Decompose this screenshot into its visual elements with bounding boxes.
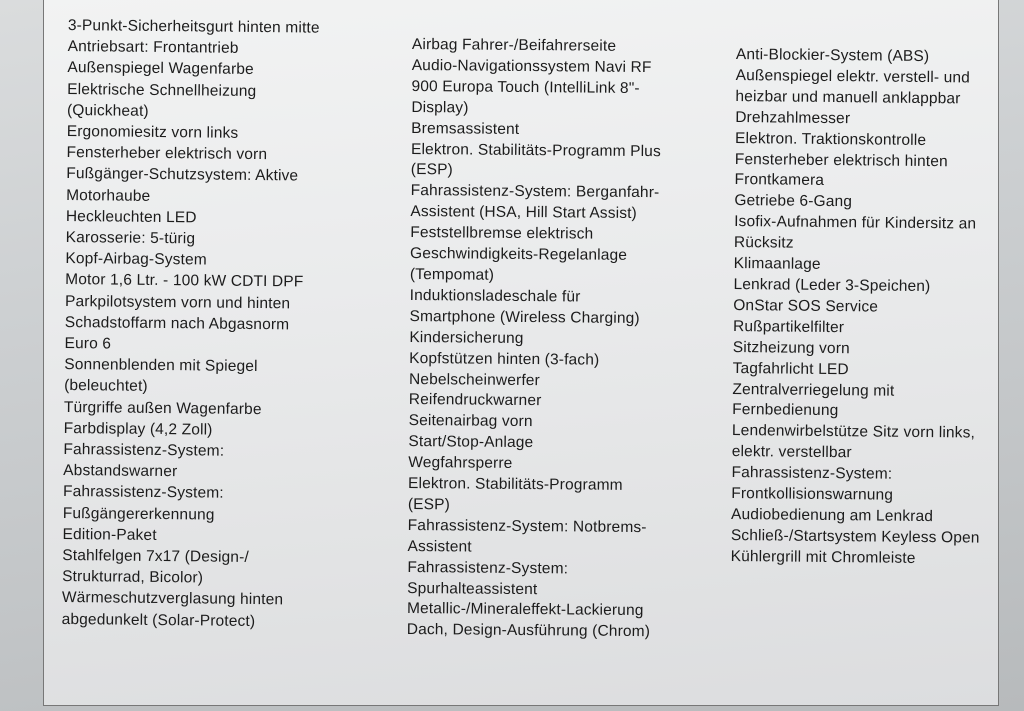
equipment-column-3 <box>731 45 985 570</box>
equipment-item: Rücksitz <box>733 234 794 252</box>
equipment-item: Antriebsart: Frontantrieb <box>67 38 239 57</box>
equipment-item: Fahrassistenz-System: Notbrems- <box>407 516 647 536</box>
equipment-item: Tagfahrlicht LED <box>732 359 849 378</box>
equipment-item: Fahrassistenz-System: <box>731 464 893 483</box>
equipment-column-1 <box>62 15 320 632</box>
equipment-item: Wegfahrsperre <box>408 454 513 473</box>
equipment-item: Display) <box>411 98 469 117</box>
equipment-column-2 <box>407 35 662 643</box>
equipment-item: (ESP) <box>407 495 451 514</box>
equipment-item: Fahrassistenz-System: <box>62 483 224 503</box>
equipment-item: Reifendruckwarner <box>408 391 542 410</box>
equipment-item: 3-Punkt-Sicherheitsgurt hinten mitte <box>67 16 320 37</box>
equipment-item: Kopfstützen hinten (3-fach) <box>409 349 600 369</box>
equipment-item: Außenspiegel elektr. verstell- und <box>735 66 971 87</box>
equipment-item: Rußpartikelfilter <box>732 317 845 336</box>
equipment-item: Heckleuchten LED <box>65 207 197 227</box>
equipment-item: Fernbedienung <box>732 401 839 420</box>
equipment-item: Fahrassistenz-System: <box>407 558 569 578</box>
equipment-item: Fußgänger-Schutzsystem: Aktive <box>66 165 299 185</box>
equipment-item: Audio-Navigationssystem Navi RF <box>411 56 652 76</box>
equipment-item: Farbdisplay (4,2 Zoll) <box>63 419 213 439</box>
equipment-item: Isofix-Aufnahmen für Kindersitz an <box>734 213 977 233</box>
equipment-item: Zentralverriegelung mit <box>732 380 895 400</box>
equipment-item: Elektron. Stabilitäts-Programm <box>408 475 623 494</box>
equipment-item: Lendenwirbelstütze Sitz vorn links, <box>731 422 976 442</box>
equipment-item: Drehzahlmesser <box>735 108 851 127</box>
equipment-item: Wärmeschutzverglasung hinten <box>61 589 284 609</box>
equipment-item: Elektron. Stabilitäts-Programm Plus <box>410 140 661 160</box>
equipment-item: Elektron. Traktionskontrolle <box>734 129 927 149</box>
equipment-item: (Tempomat) <box>409 265 495 284</box>
equipment-item: Feststellbremse elektrisch <box>410 224 594 243</box>
equipment-item: elektr. verstellbar <box>731 443 852 462</box>
equipment-item: Schließ-/Startsystem Keyless Open <box>730 526 980 547</box>
equipment-item: Assistent (HSA, Hill Start Assist) <box>410 203 637 223</box>
equipment-item: Parkpilotsystem vorn und hinten <box>64 292 291 312</box>
equipment-item: Frontkamera <box>734 171 825 190</box>
equipment-item: Edition-Paket <box>62 525 157 544</box>
equipment-item: Sitzheizung vorn <box>732 338 850 357</box>
equipment-item: Sonnenblenden mit Spiegel <box>64 356 258 376</box>
equipment-item: Assistent <box>407 537 472 556</box>
equipment-item: Abstandswarner <box>63 462 178 481</box>
equipment-item: Kühlergrill mit Chromleiste <box>730 547 916 567</box>
equipment-item: abgedunkelt (Solar-Protect) <box>61 610 256 630</box>
equipment-item: Fahrassistenz-System: Berganfahr- <box>410 182 660 202</box>
equipment-item: Dach, Design-Ausführung (Chrom) <box>406 621 651 641</box>
equipment-item: Stahlfelgen 7x17 (Design-/ <box>62 547 249 567</box>
equipment-item: Kopf-Airbag-System <box>65 250 207 269</box>
equipment-item: Audiobedienung am Lenkrad <box>730 505 934 526</box>
equipment-item: (beleuchtet) <box>64 377 148 396</box>
equipment-item: Anti-Blockier-System (ABS) <box>735 45 930 66</box>
equipment-item: Lenkrad (Leder 3-Speichen) <box>733 275 931 296</box>
equipment-item: (Quickheat) <box>66 101 149 120</box>
equipment-item: Getriebe 6-Gang <box>734 192 853 211</box>
equipment-item: Strukturrad, Bicolor) <box>62 568 204 587</box>
equipment-item: Smartphone (Wireless Charging) <box>409 307 640 327</box>
equipment-item: Klimaanlage <box>733 255 821 273</box>
equipment-item: Seitenairbag vorn <box>408 412 533 431</box>
equipment-item: Schadstoffarm nach Abgasnorm <box>64 313 290 334</box>
equipment-item: Kindersicherung <box>409 328 524 347</box>
equipment-item: Türgriffe außen Wagenfarbe <box>63 398 262 418</box>
equipment-item: Fensterheber elektrisch hinten <box>734 150 948 170</box>
equipment-item: Karosserie: 5-türig <box>65 229 196 248</box>
equipment-item: Metallic-/Mineraleffekt-Lackierung <box>406 600 644 620</box>
equipment-item: Ergonomiesitz vorn links <box>66 123 239 142</box>
equipment-item: OnStar SOS Service <box>733 296 879 316</box>
equipment-item: Frontkollisionswarnung <box>731 485 894 504</box>
equipment-item: Geschwindigkeits-Regelanlage <box>410 245 628 264</box>
equipment-item: Motor 1,6 Ltr. - 100 kW CDTI DPF <box>65 271 304 291</box>
equipment-item: Fensterheber elektrisch vorn <box>66 144 268 164</box>
equipment-item: Induktionsladeschale für <box>409 286 581 306</box>
equipment-item: Fußgängererkennung <box>62 504 215 524</box>
equipment-item: Nebelscheinwerfer <box>408 370 540 389</box>
equipment-item: 900 Europa Touch (IntelliLink 8"- <box>411 77 640 97</box>
equipment-item: Motorhaube <box>66 186 151 205</box>
equipment-item: Airbag Fahrer-/Beifahrerseite <box>411 35 617 55</box>
equipment-item: Start/Stop-Anlage <box>408 433 534 452</box>
equipment-item: Bremsassistent <box>411 119 520 138</box>
equipment-item: Spurhalteassistent <box>407 579 538 598</box>
equipment-item: heizbar und manuell anklappbar <box>735 87 961 108</box>
equipment-item: Euro 6 <box>64 335 112 353</box>
equipment-item: Elektrische Schnellheizung <box>67 80 257 100</box>
equipment-item: Fahrassistenz-System: <box>63 441 225 460</box>
equipment-item: (ESP) <box>410 161 453 179</box>
equipment-item: Außenspiegel Wagenfarbe <box>67 59 254 79</box>
